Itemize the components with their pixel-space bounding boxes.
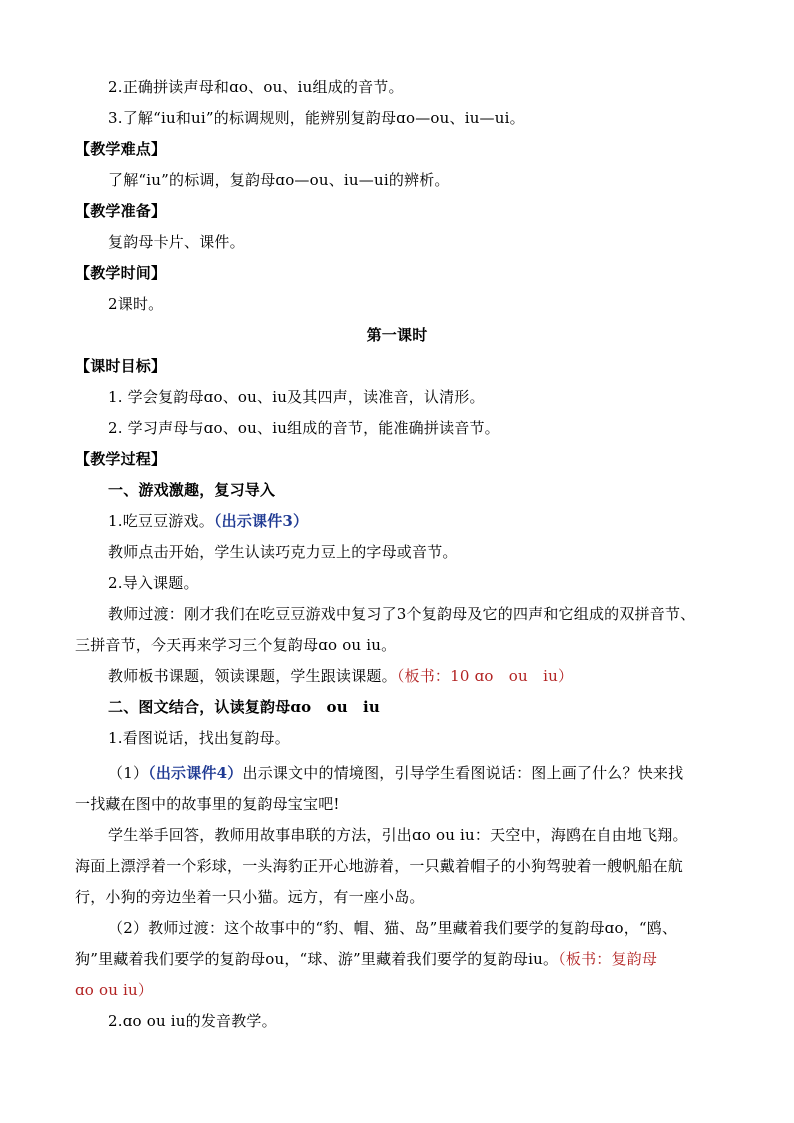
step-1-line — [108, 511, 308, 531]
heading-time: 【教学时间】 — [75, 264, 167, 282]
difficulty-text: 了解“iu”的标调，复韵母ɑo—ou、iu—ui的辨析。 — [108, 171, 450, 189]
story-line-2: 海面上漂浮着一个彩球，一头海豹正开心地游着，一只戴着帽子的小狗驾驶着一艘帆船在航 — [75, 857, 684, 875]
heading-preparation: 【教学准备】 — [75, 202, 167, 220]
board-note: （板书：10 ɑo ou iu） — [396, 667, 574, 685]
heading-process: 【教学过程】 — [75, 450, 167, 468]
step-2-text: 2.导入课题。 — [108, 574, 199, 592]
section-2-title: 二、图文结合，认读复韵母ɑo ou iu — [108, 698, 381, 716]
board-note-2: （板书：复韵母 — [558, 950, 658, 968]
board-line — [108, 666, 573, 686]
objective-line-2: 2.正确拼读声母和ɑo、ou、iu组成的音节。 — [108, 78, 404, 96]
lesson-title: 第一课时 — [366, 326, 428, 344]
heading-difficulty: 【教学难点】 — [75, 140, 167, 158]
picture-talk-line-1 — [108, 763, 683, 783]
courseware-ref-4: （出示课件4） — [148, 764, 243, 782]
transition-2-line-2 — [75, 949, 657, 969]
transition-line-1: 教师过渡：刚才我们在吃豆豆游戏中复习了3个复韵母及它的四声和它组成的双拼音节、 — [108, 605, 696, 623]
transition-2-text: 狗”里藏着我们要学的复韵母ou，“球、游”里藏着我们要学的复韵母iu。 — [75, 950, 559, 968]
picture-talk-step: 1.看图说话，找出复韵母。 — [108, 729, 290, 747]
item-1-marker: （1） — [108, 764, 149, 782]
courseware-ref-3: （出示课件3） — [213, 512, 309, 530]
section-1-title: 一、游戏激趣，复习导入 — [108, 481, 276, 499]
board-text: 教师板书课题，领读课题，学生跟读课题。 — [108, 667, 397, 685]
time-text: 2课时。 — [108, 295, 164, 313]
story-line-1: 学生举手回答，教师用故事串联的方法，引出ɑo ou iu：天空中，海鸥在自由地飞翔。 — [108, 826, 688, 844]
picture-talk-text: 出示课文中的情境图，引导学生看图说话：图上画了什么？快来找 — [242, 764, 684, 782]
goal-line-1: 1. 学会复韵母ɑo、ou、iu及其四声，读准音，认清形。 — [108, 388, 485, 406]
pronunciation-step: 2.ɑo ou iu的发音教学。 — [108, 1012, 277, 1030]
objective-line-3: 3.了解“iu和ui”的标调规则，能辨别复韵母ɑo—ou、iu—ui。 — [108, 109, 525, 127]
goal-line-2: 2. 学习声母与ɑo、ou、iu组成的音节，能准确拼读音节。 — [108, 419, 500, 437]
story-line-3: 行，小狗的旁边坐着一只小猫。远方，有一座小岛。 — [75, 888, 425, 906]
picture-talk-line-2: 一找藏在图中的故事里的复韵母宝宝吧! — [75, 795, 340, 813]
step-1-text: 1.吃豆豆游戏。 — [108, 512, 214, 530]
heading-lesson-goal: 【课时目标】 — [75, 357, 167, 375]
board-note-2-cont: ɑo ou iu） — [75, 981, 154, 999]
transition-line-2: 三拼音节，今天再来学习三个复韵母ɑo ou iu。 — [75, 636, 397, 654]
step-1-detail: 教师点击开始，学生认读巧克力豆上的字母或音节。 — [108, 543, 458, 561]
transition-2-line-1: （2）教师过渡：这个故事中的“豹、帽、猫、岛”里藏着我们要学的复韵母ɑo，“鸥、 — [108, 919, 678, 937]
preparation-text: 复韵母卡片、课件。 — [108, 233, 245, 251]
